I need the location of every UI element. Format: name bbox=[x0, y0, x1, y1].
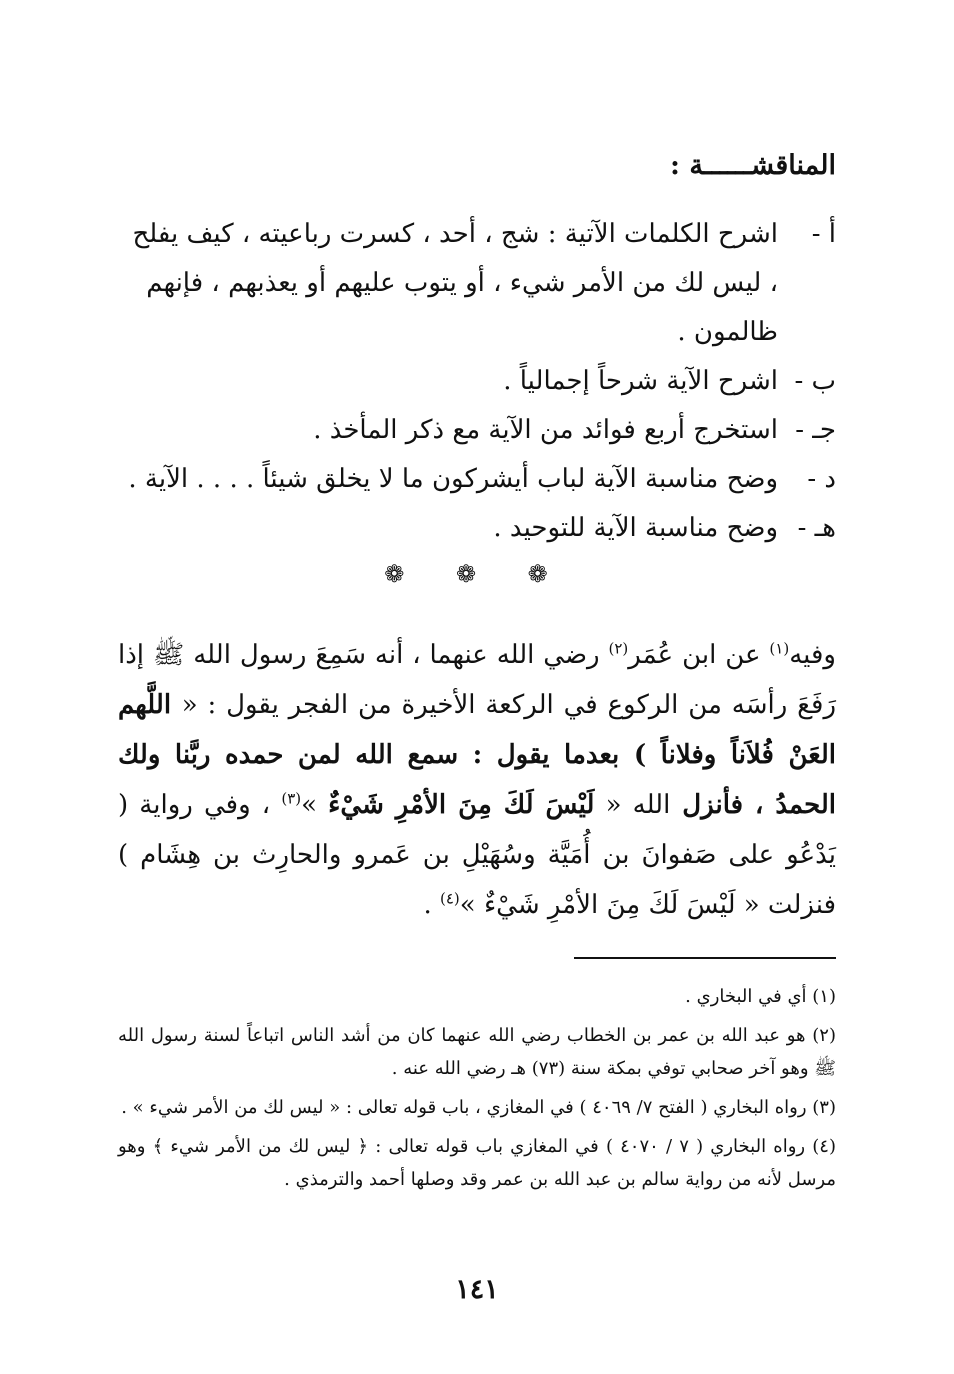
question-letter: ب - bbox=[794, 366, 836, 396]
hadith-text: رضي الله عنهما ، أنه سَمِعَ رسول الله ﷺ إذا رَفَعَ رأسَه من الركوع في الركعة الأخيرة من الفجر يقول : « bbox=[118, 640, 837, 720]
section-separator: ❁ ❁ ❁ bbox=[384, 560, 570, 588]
footnotes bbox=[118, 980, 836, 1202]
footnote-ref: (٣) bbox=[281, 789, 302, 808]
hadith-text: ، وفي رواية ( يَدْعُو على صَفوانَ بن أُمَيَّة وسُهَيْلِ بن عَمرو والحارِث بن هِشَام ) فنزلت « لَيْسَ لَكَ مِنَ الأمْرِ شَيْءٌ » bbox=[118, 790, 836, 920]
questions-list bbox=[116, 210, 836, 553]
quran-quote: لَيْسَ لَكَ مِنَ الأمْرِ شَيْءٌ bbox=[328, 790, 595, 820]
footnote-ref: (٢) bbox=[608, 639, 629, 658]
footnote: (٢) هو عبد الله بن عمر بن الخطاب رضي الله عنهما كان من أشد الناس اتباعاً لسنة رسول الله ﷺ وهو آخر صحابي توفي بمكة سنة (٧٣) هـ رضي الله عنه . bbox=[118, 1025, 836, 1079]
question-letter: د - bbox=[807, 464, 836, 494]
hadith-text: » bbox=[301, 790, 329, 820]
question-item bbox=[116, 357, 836, 406]
question-letter: أ - bbox=[811, 219, 836, 249]
footnote-ref: (٤) bbox=[440, 889, 460, 908]
footnote-ref: (١) bbox=[769, 639, 790, 658]
hadith-paragraph bbox=[118, 630, 836, 930]
hadith-bold-text: اللَّهم العَنْ فُلاَناً وفلاناً ) بعدما يقول : سمع الله لمن حمده ربَّنا ولك الحمدُ ، فأنزل bbox=[118, 690, 836, 820]
footnote: (١) أي في البخاري . bbox=[685, 986, 836, 1007]
question-text: وضح مناسبة الآية لباب أيشركون ما لا يخلق شيئاً . . . . الآية . bbox=[128, 464, 778, 494]
question-item bbox=[116, 504, 836, 553]
page-number: ١٤١ bbox=[455, 1274, 499, 1305]
hadith-text: عن ابن عُمَر bbox=[628, 640, 770, 670]
question-item bbox=[116, 406, 836, 455]
question-item bbox=[116, 455, 836, 504]
question-text: اشرح الآية شرحاً إجمالياً . bbox=[503, 366, 778, 396]
question-text: اشرح الكلمات الآتية : شج ، أحد ، كسرت رباعيته ، كيف يفلح ، ليس لك من الأمر شيء ، أو يتوب عليهم أو يعذبهم ، فإنهم ظالمون . bbox=[132, 219, 778, 347]
question-item bbox=[116, 210, 836, 357]
discussion-heading: المناقشــــــة : bbox=[669, 150, 836, 181]
question-letter: هـ - bbox=[797, 513, 836, 543]
hadith-text: الله « bbox=[594, 790, 671, 820]
hadith-text: . bbox=[423, 890, 440, 920]
footnote: (٣) رواه البخاري ( الفتح ٧/ ٤٠٦٩ ) في المغازي ، باب قوله تعالى : « ليس لك من الأمر شيء » . bbox=[121, 1097, 836, 1118]
question-text: وضح مناسبة الآية للتوحيد . bbox=[493, 513, 778, 543]
footnote: (٤) رواه البخاري ( ٧ / ٤٠٧٠ ) في المغازي باب قوله تعالى : ﴿ ليس لك من الأمر شيء ﴾ وهو مرسل لأنه من رواية سالم بن عبد الله بن عمر وقد وصلها أحمد والترمذي . bbox=[118, 1136, 836, 1190]
question-text: استخرج أربع فوائد من الآية مع ذكر المأخذ . bbox=[313, 415, 778, 445]
footnote-divider bbox=[574, 957, 836, 959]
question-letter: جـ - bbox=[795, 415, 836, 445]
hadith-text: وفيه bbox=[789, 640, 836, 670]
